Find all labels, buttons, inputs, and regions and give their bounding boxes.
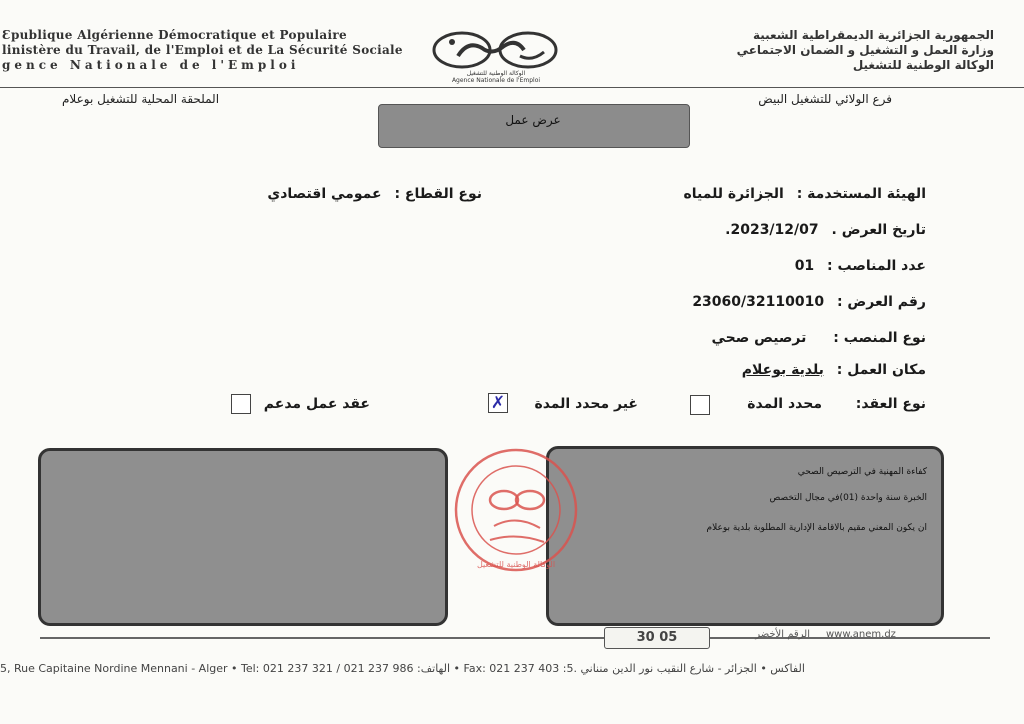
local-annex: الملحقة المحلية للتشغيل بوعلام: [62, 92, 220, 106]
website-link[interactable]: www.anem.dz: [826, 629, 896, 640]
date-value: 2023/12/07.: [725, 222, 819, 238]
logo-caption-ar: الوكالة الوطنية للتشغيل: [466, 70, 526, 77]
sector-field: [267, 186, 482, 202]
employer-field: [683, 186, 926, 202]
requirement-2: الخبرة سنة واحدة (01)في مجال التخصص: [769, 493, 927, 503]
workplace-label: مكان العمل :: [836, 362, 926, 378]
date-field: [725, 222, 926, 238]
check-mark-icon: ✗: [490, 393, 506, 413]
date-label: تاريخ العرض .: [831, 222, 926, 238]
green-number: 30 05: [636, 630, 678, 645]
positions-value: 01: [794, 258, 815, 274]
requirements-box: [546, 446, 944, 626]
header-divider: [0, 87, 1024, 88]
contract-supported-label: عقد عمل مدعم: [263, 396, 370, 412]
branch-office: فرع الولائي للتشغيل البيض: [758, 92, 892, 106]
employer-value: الجزائرة للمياه: [683, 186, 784, 202]
header-ar-line3: الوكالة الوطنية للتشغيل: [852, 58, 994, 72]
footer-address: 5, Rue Capitaine Nordine Mennani - Alger • Tel: 021 237 321 / 021 237 986 :الهاتف • Fax: 021 237 403 :الفاكس • الجزائر - شارع النقيب نور الدين منناني .5: [0, 662, 805, 675]
stamp-text: الوكالة الوطنية للتشغيل: [476, 560, 556, 569]
workplace-field: [742, 362, 926, 378]
positions-field: [795, 258, 926, 274]
document-title: عرض عمل: [505, 113, 561, 127]
employer-label: الهيئة المستخدمة :: [796, 186, 926, 202]
offer-number-value: 23060/32110010: [692, 294, 825, 310]
post-type-label: نوع المنصب :: [833, 330, 926, 346]
requirement-1: كفاءة المهنية في الترصيص الصحي: [797, 467, 927, 477]
post-type-value: ترصيص صحي: [711, 330, 807, 346]
offer-number-label: رقم العرض :: [836, 294, 926, 310]
sector-label: نوع القطاع :: [394, 186, 482, 202]
contract-unlimited-checkbox[interactable]: [488, 393, 508, 413]
left-empty-box: [38, 448, 448, 626]
logo-caption-fr: Agence Nationale de l'Emploi: [451, 77, 541, 84]
post-type-field: [711, 330, 926, 346]
header-ar-line1: الجمهورية الجزائرية الديمقراطية الشعبية: [752, 28, 994, 42]
offer-number-field: [692, 294, 926, 310]
header-fr-line1: Ɛpublique Algérienne Démocratique et Populaire: [2, 28, 347, 42]
contract-fixed-label: محدد المدة: [747, 396, 822, 412]
contract-label: نوع العقد:: [855, 396, 926, 412]
contract-fixed-checkbox[interactable]: [690, 395, 710, 415]
header-ar-line2: وزارة العمل و التشغيل و الضمان الاجتماعي: [736, 43, 994, 57]
contract-supported-checkbox[interactable]: [231, 394, 251, 414]
header-fr-line2: linistère du Travail, de l'Emploi et de La Sécurité Sociale: [2, 43, 403, 57]
green-number-label: الرقم الأخضر: [755, 629, 810, 640]
green-number-box: [604, 627, 710, 649]
sector-value: عمومي اقتصادي: [267, 186, 382, 202]
contract-unlimited-label: غير محدد المدة: [534, 396, 638, 412]
workplace-value: بلدية بوعلام: [741, 362, 824, 378]
positions-label: عدد المناصب :: [827, 258, 926, 274]
requirement-3: ان يكون المعني مقيم بالاقامة الإدارية المطلوبة بلدية بوعلام: [706, 523, 927, 533]
header-fr-line3: gence Nationale de l'Emploi: [2, 58, 300, 72]
